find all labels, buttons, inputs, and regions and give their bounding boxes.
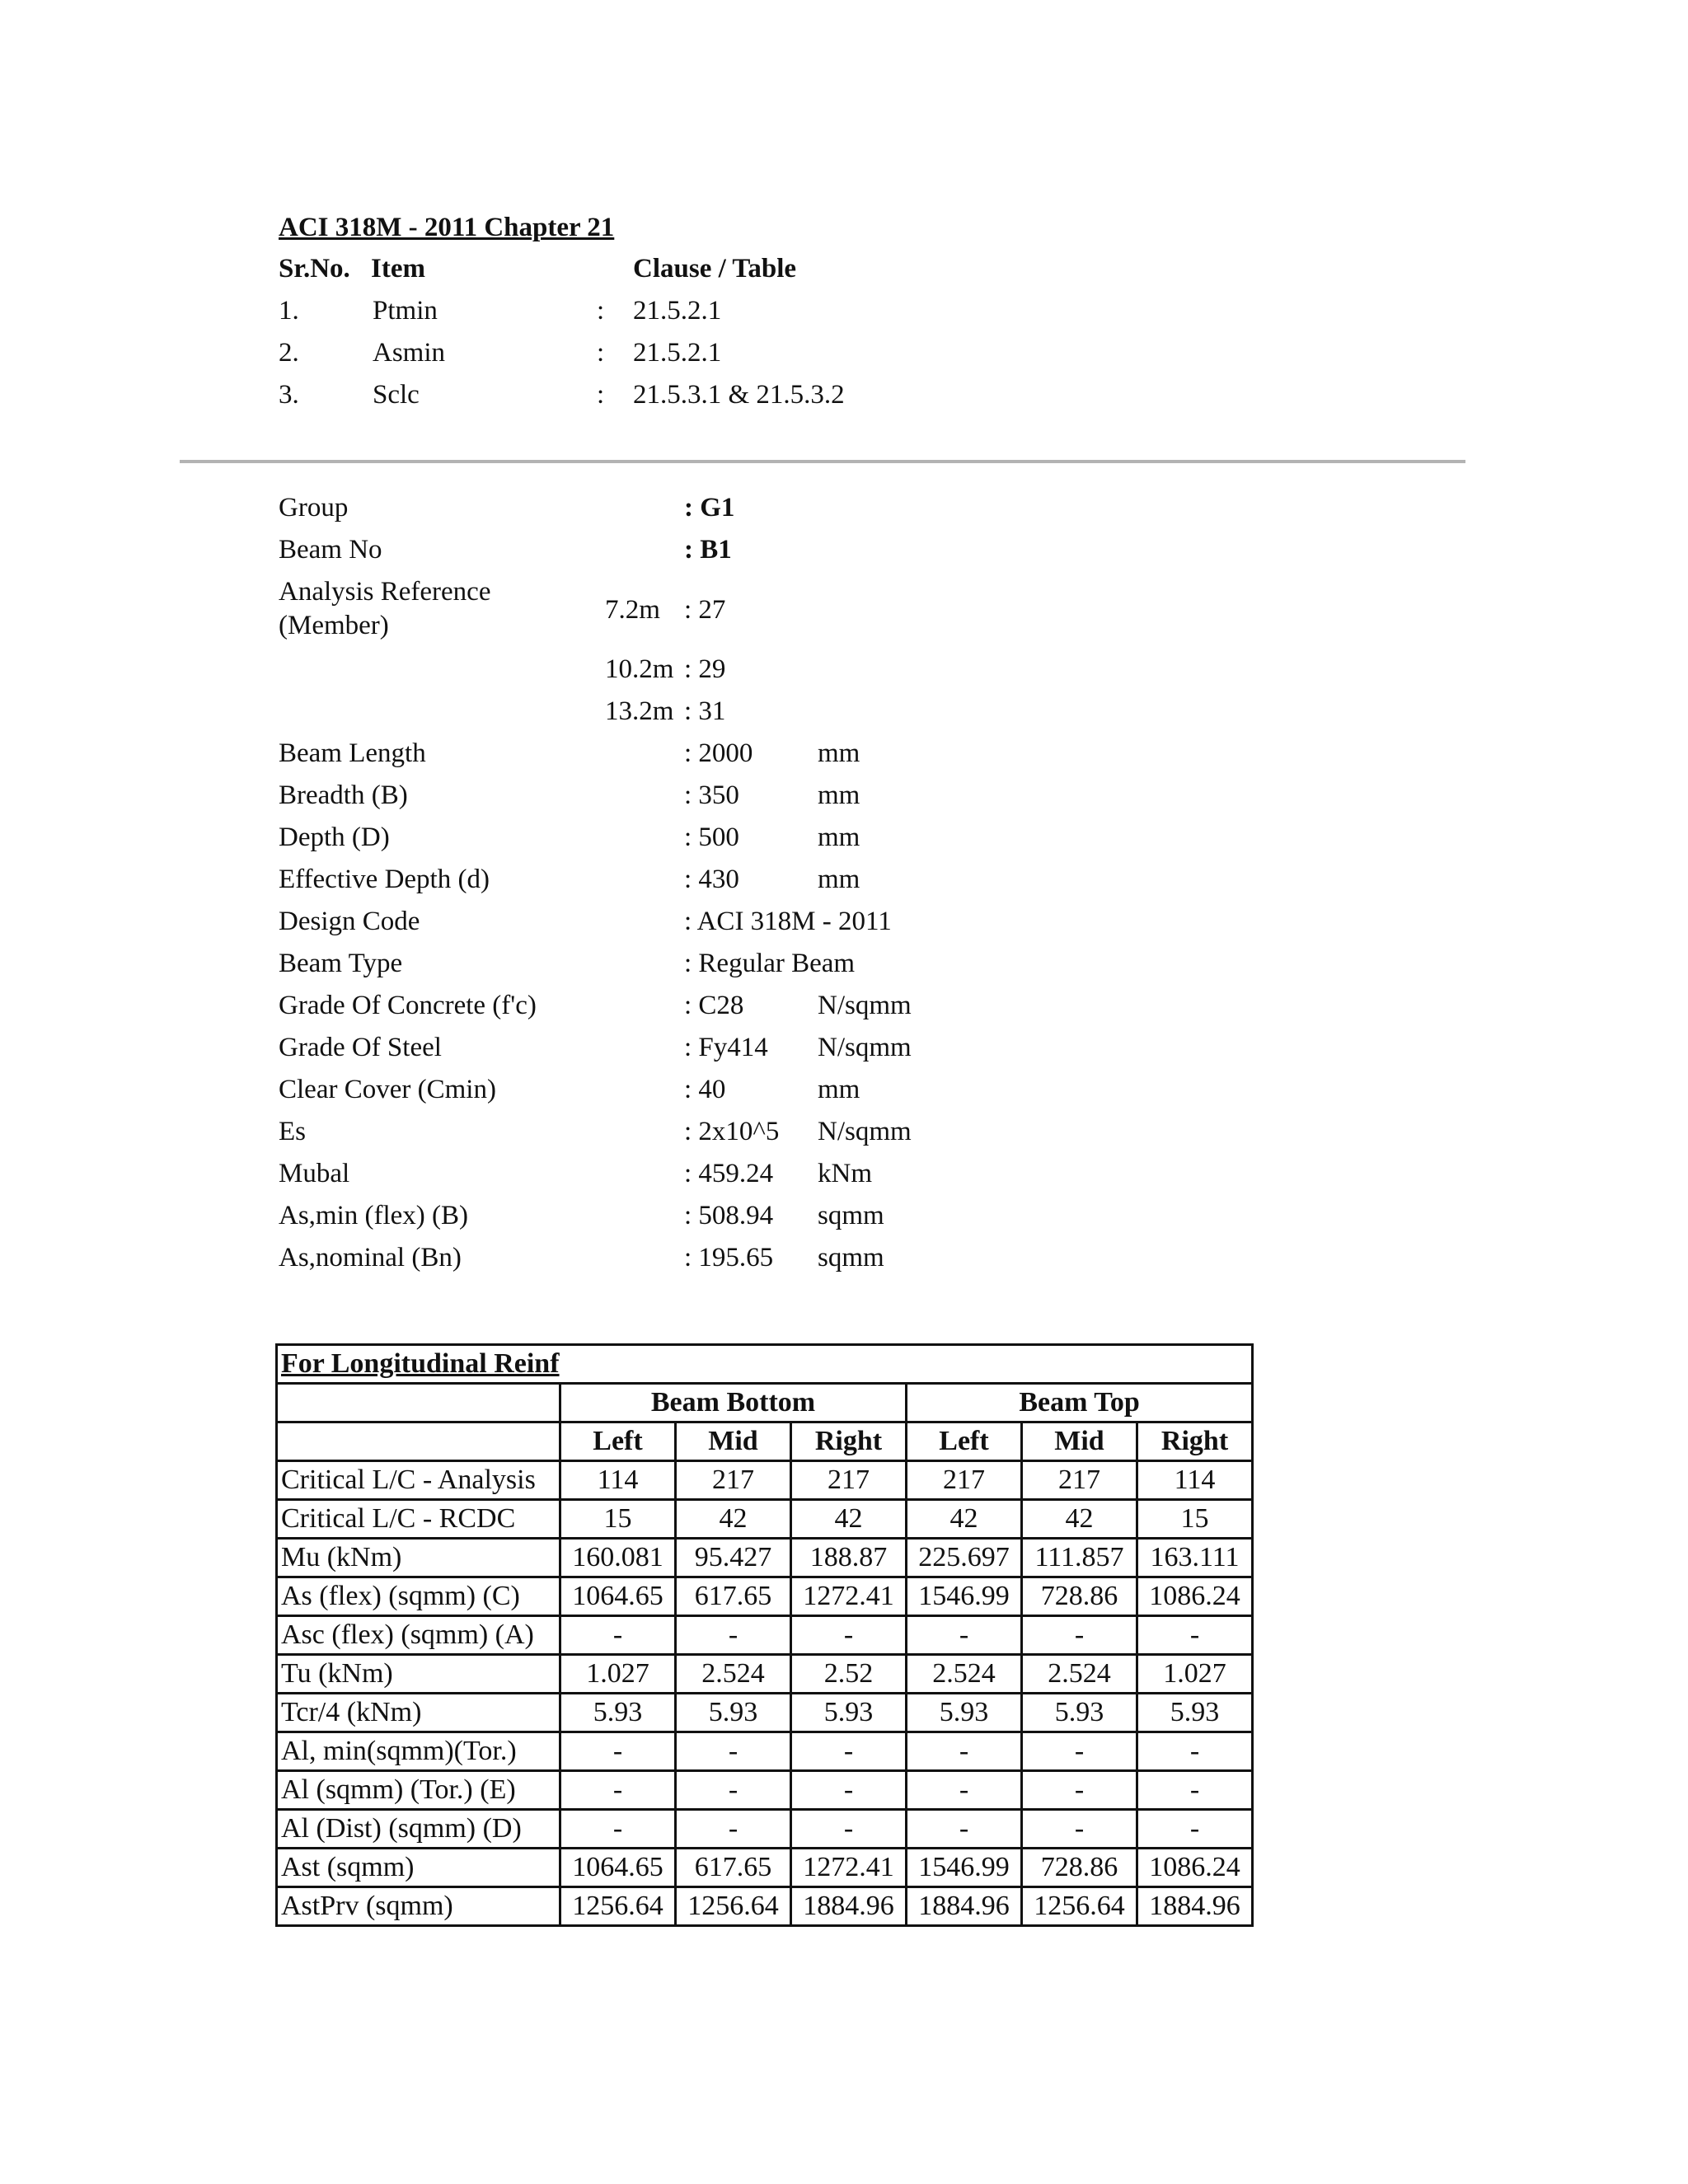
table-cell: 217 — [676, 1461, 791, 1500]
table-cell: 15 — [560, 1500, 676, 1539]
table-cell: 1.027 — [560, 1655, 676, 1694]
clause-separator: : — [597, 380, 605, 410]
table-cell: 217 — [791, 1461, 907, 1500]
beam-no-value: : B1 — [684, 535, 732, 565]
clause-item: Ptmin — [373, 296, 438, 326]
row-label: Ast (sqmm) — [277, 1849, 560, 1887]
row-label: Al, min(sqmm)(Tor.) — [277, 1732, 560, 1771]
info-unit: kNm — [818, 1159, 872, 1188]
clause-ref: 21.5.2.1 — [633, 296, 722, 326]
table-row — [277, 1539, 1253, 1577]
analysis-ref-position: 10.2m — [605, 654, 674, 684]
table-cell: 1272.41 — [791, 1577, 907, 1616]
info-label: Grade Of Steel — [279, 1033, 442, 1062]
table-cell: 728.86 — [1022, 1577, 1137, 1616]
info-label: Clear Cover (Cmin) — [279, 1075, 496, 1104]
table-cell: 160.081 — [560, 1539, 676, 1577]
info-unit: mm — [818, 823, 860, 852]
info-value: : 40 — [684, 1075, 726, 1104]
info-label: Beam Type — [279, 949, 403, 978]
table-cell: - — [1137, 1616, 1253, 1655]
column-header: Right — [1137, 1422, 1253, 1461]
analysis-ref-member: : 31 — [684, 696, 726, 726]
table-cell: 2.52 — [791, 1655, 907, 1694]
analysis-ref-position: 13.2m — [605, 696, 674, 726]
table-cell: - — [1137, 1732, 1253, 1771]
info-unit: mm — [818, 780, 860, 810]
table-row — [277, 1771, 1253, 1810]
group-label: Group — [279, 493, 349, 523]
table-row — [277, 1500, 1253, 1539]
table-cell: 1272.41 — [791, 1849, 907, 1887]
table-cell: 163.111 — [1137, 1539, 1253, 1577]
table-row — [277, 1732, 1253, 1771]
info-label: Beam Length — [279, 738, 426, 768]
table-cell: 5.93 — [907, 1694, 1022, 1732]
table-cell: - — [1022, 1810, 1137, 1849]
info-label: Grade Of Concrete (f'c) — [279, 991, 537, 1020]
clause-item: Asmin — [373, 338, 446, 368]
table-cell: 728.86 — [1022, 1849, 1137, 1887]
row-label: Al (sqmm) (Tor.) (E) — [277, 1771, 560, 1810]
table-cell: 5.93 — [791, 1694, 907, 1732]
table-cell: 5.93 — [1137, 1694, 1253, 1732]
info-label: As,nominal (Bn) — [279, 1243, 462, 1272]
table-cell: 1.027 — [1137, 1655, 1253, 1694]
info-unit: N/sqmm — [818, 1033, 912, 1062]
table-cell: - — [676, 1771, 791, 1810]
info-value: : Regular Beam — [684, 949, 856, 978]
info-unit: sqmm — [818, 1243, 884, 1272]
clause-separator: : — [597, 338, 605, 368]
empty-cell — [277, 1422, 560, 1461]
info-label: As,min (flex) (B) — [279, 1201, 469, 1230]
table-title-row — [277, 1345, 1253, 1384]
row-label: AstPrv (sqmm) — [277, 1887, 560, 1926]
info-value: : 459.24 — [684, 1159, 774, 1188]
column-header: Left — [560, 1422, 676, 1461]
row-label: Al (Dist) (sqmm) (D) — [277, 1810, 560, 1849]
table-cell: 1884.96 — [1137, 1887, 1253, 1926]
table-cell: - — [791, 1810, 907, 1849]
table-cell: - — [560, 1616, 676, 1655]
info-unit: mm — [818, 865, 860, 894]
analysis-ref-member: : 27 — [684, 595, 726, 625]
table-cell: 42 — [791, 1500, 907, 1539]
table-cell: 225.697 — [907, 1539, 1022, 1577]
table-cell: - — [791, 1732, 907, 1771]
table-cell: - — [1022, 1771, 1137, 1810]
info-value: : ACI 318M - 2011 — [684, 907, 892, 936]
table-body — [277, 1461, 1253, 1926]
table-row — [277, 1577, 1253, 1616]
table-cell: 1256.64 — [676, 1887, 791, 1926]
row-label: Asc (flex) (sqmm) (A) — [277, 1616, 560, 1655]
info-value: : C28 — [684, 991, 744, 1020]
table-cell: 1256.64 — [1022, 1887, 1137, 1926]
clause-item: Sclc — [373, 380, 420, 410]
table-cell: 617.65 — [676, 1849, 791, 1887]
info-unit: mm — [818, 738, 860, 768]
table-cell: 617.65 — [676, 1577, 791, 1616]
info-value: : 500 — [684, 823, 739, 852]
info-label: Depth (D) — [279, 823, 390, 852]
info-value: : 2x10^5 — [684, 1117, 780, 1146]
table-cell: 2.524 — [676, 1655, 791, 1694]
table-cell: 217 — [907, 1461, 1022, 1500]
table-cell: 42 — [1022, 1500, 1137, 1539]
table-row — [277, 1655, 1253, 1694]
table-cell: - — [1137, 1771, 1253, 1810]
clause-ref: 21.5.2.1 — [633, 338, 722, 368]
table-cell: - — [1137, 1810, 1253, 1849]
column-header: Right — [791, 1422, 907, 1461]
table-cell: 188.87 — [791, 1539, 907, 1577]
longitudinal-reinf-table — [275, 1343, 1254, 1927]
table-subheader-row — [277, 1422, 1253, 1461]
table-cell: 217 — [1022, 1461, 1137, 1500]
table-cell: - — [676, 1732, 791, 1771]
info-value: : 195.65 — [684, 1243, 774, 1272]
table-cell: - — [676, 1810, 791, 1849]
table-row — [277, 1461, 1253, 1500]
beam-bottom-header: Beam Bottom — [560, 1384, 907, 1422]
info-unit: N/sqmm — [818, 991, 912, 1020]
table-row — [277, 1694, 1253, 1732]
table-cell: 1546.99 — [907, 1577, 1022, 1616]
horizontal-divider — [180, 460, 1465, 463]
table-cell: 1256.64 — [560, 1887, 676, 1926]
row-label: Critical L/C - Analysis — [277, 1461, 560, 1500]
col-srno-header: Sr.No. — [279, 254, 350, 284]
table-cell: 1064.65 — [560, 1849, 676, 1887]
info-label: Breadth (B) — [279, 780, 408, 810]
info-label: Design Code — [279, 907, 420, 936]
table-cell: - — [907, 1771, 1022, 1810]
table-cell: - — [791, 1771, 907, 1810]
clause-srno: 1. — [279, 296, 299, 326]
table-cell: 15 — [1137, 1500, 1253, 1539]
table-cell: 111.857 — [1022, 1539, 1137, 1577]
column-header: Mid — [1022, 1422, 1137, 1461]
table-cell: 1064.65 — [560, 1577, 676, 1616]
analysis-ref-position: 7.2m — [605, 595, 660, 625]
info-value: : 430 — [684, 865, 739, 894]
column-header: Mid — [676, 1422, 791, 1461]
table-cell: 5.93 — [1022, 1694, 1137, 1732]
clause-ref: 21.5.3.1 & 21.5.3.2 — [633, 380, 845, 410]
row-label: As (flex) (sqmm) (C) — [277, 1577, 560, 1616]
row-label: Mu (kNm) — [277, 1539, 560, 1577]
group-value: : G1 — [684, 493, 735, 523]
info-label: Effective Depth (d) — [279, 865, 490, 894]
table-cell: 5.93 — [676, 1694, 791, 1732]
info-value: : Fy414 — [684, 1033, 768, 1062]
table-cell: 1086.24 — [1137, 1849, 1253, 1887]
beam-top-header: Beam Top — [907, 1384, 1253, 1422]
table-cell: - — [907, 1810, 1022, 1849]
clause-separator: : — [597, 296, 605, 326]
beam-no-label: Beam No — [279, 535, 382, 565]
table-cell: 42 — [676, 1500, 791, 1539]
table-cell: - — [560, 1771, 676, 1810]
table-cell: - — [907, 1732, 1022, 1771]
analysis-ref-label-2: (Member) — [279, 611, 389, 640]
table-cell: 114 — [1137, 1461, 1253, 1500]
table-cell: - — [1022, 1732, 1137, 1771]
table-row — [277, 1616, 1253, 1655]
info-value: : 508.94 — [684, 1201, 774, 1230]
info-unit: N/sqmm — [818, 1117, 912, 1146]
table-cell: 2.524 — [907, 1655, 1022, 1694]
table-row — [277, 1810, 1253, 1849]
table-row — [277, 1887, 1253, 1926]
row-label: Tu (kNm) — [277, 1655, 560, 1694]
table-cell: - — [1022, 1616, 1137, 1655]
table-cell: 1884.96 — [907, 1887, 1022, 1926]
table-cell: - — [560, 1810, 676, 1849]
analysis-ref-member: : 29 — [684, 654, 726, 684]
clause-srno: 3. — [279, 380, 299, 410]
info-value: : 2000 — [684, 738, 753, 768]
row-label: Tcr/4 (kNm) — [277, 1694, 560, 1732]
table-row — [277, 1849, 1253, 1887]
table-title: For Longitudinal Reinf — [277, 1345, 1253, 1384]
info-label: Mubal — [279, 1159, 350, 1188]
table-cell: 114 — [560, 1461, 676, 1500]
col-clause-header: Clause / Table — [633, 254, 797, 284]
col-item-header: Item — [371, 254, 425, 284]
row-label: Critical L/C - RCDC — [277, 1500, 560, 1539]
table-cell: 1546.99 — [907, 1849, 1022, 1887]
info-label: Es — [279, 1117, 306, 1146]
table-cell: - — [907, 1616, 1022, 1655]
analysis-ref-label: Analysis Reference — [279, 577, 491, 607]
table-cell: 42 — [907, 1500, 1022, 1539]
table-cell: - — [791, 1616, 907, 1655]
info-value: : 350 — [684, 780, 739, 810]
info-unit: sqmm — [818, 1201, 884, 1230]
table-cell: - — [560, 1732, 676, 1771]
section-title: ACI 318M - 2011 Chapter 21 — [279, 213, 615, 242]
table-cell: 95.427 — [676, 1539, 791, 1577]
empty-cell — [277, 1384, 560, 1422]
clause-srno: 2. — [279, 338, 299, 368]
info-unit: mm — [818, 1075, 860, 1104]
table-cell: 1086.24 — [1137, 1577, 1253, 1616]
table-cell: - — [676, 1616, 791, 1655]
table-group-header-row — [277, 1384, 1253, 1422]
table-cell: 1884.96 — [791, 1887, 907, 1926]
column-header: Left — [907, 1422, 1022, 1461]
table-cell: 2.524 — [1022, 1655, 1137, 1694]
table-cell: 5.93 — [560, 1694, 676, 1732]
